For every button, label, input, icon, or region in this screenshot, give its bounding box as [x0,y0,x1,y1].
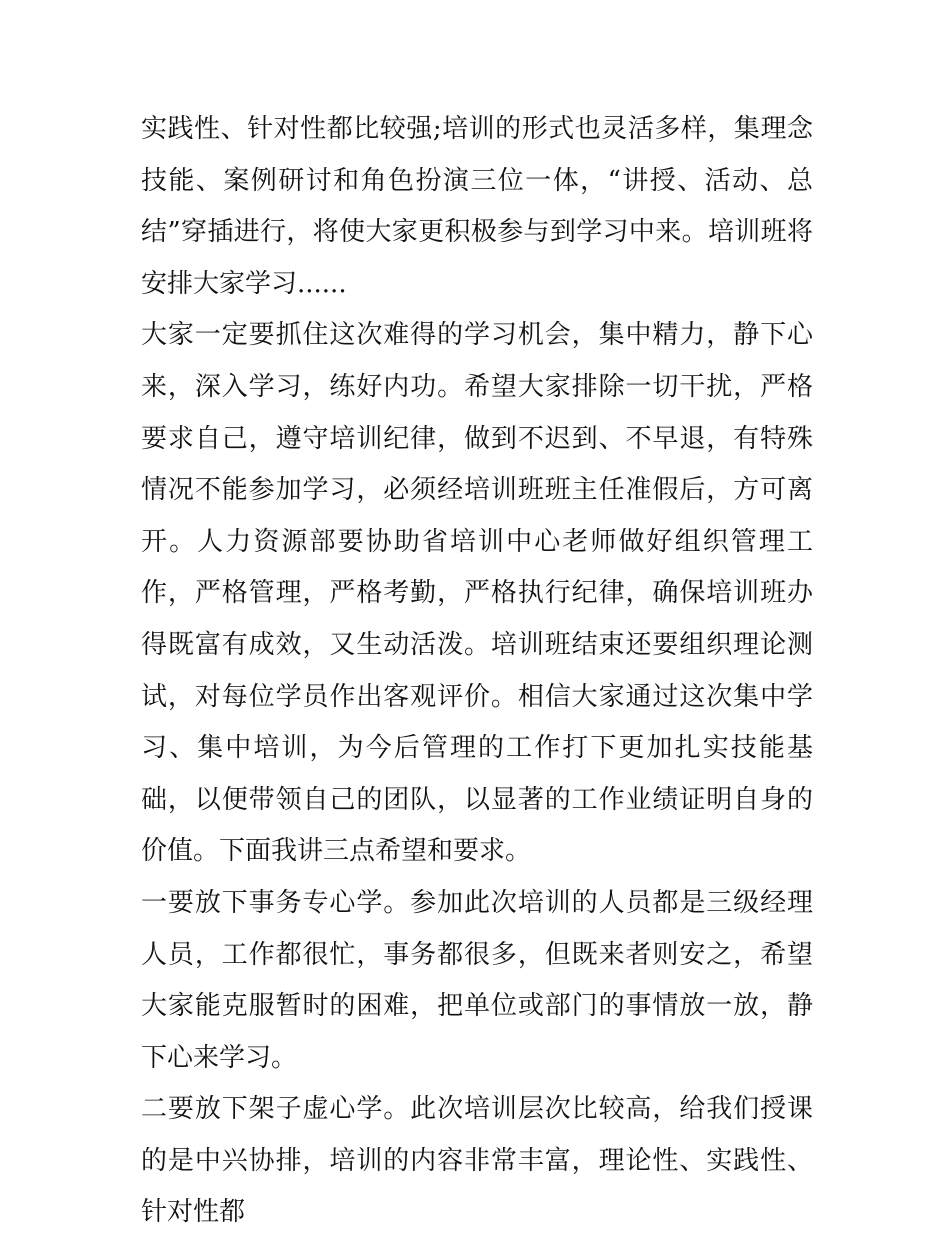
paragraph-3: 一要放下事务专心学。参加此次培训的人员都是三级经理人员，工作都很忙，事务都很多，但既来者则安之，希望大家能克服暂时的困难，把单位或部门的事情放一放，静下心来学习。 [141,887,813,1073]
paragraph-2: 大家一定要抓住这次难得的学习机会，集中精力，静下心来，深入学习，练好内功。希望大家排除一切干扰，严格要求自己，遵守培训纪律，做到不迟到、不早退，有特殊情况不能参加学习，必须经培训班班主任准假后，方可离开。人力资源部要协助省培训中心老师做好组织管理工作，严格管理，严格考勤，严格执行纪律，确保培训班办得既富有成效，又生动活泼。培训班结束还要组织理论测试，对每位学员作出客观评价。相信大家通过这次集中学习、集中培训，为今后管理的工作打下更加扎实技能基础，以便带领自己的团队，以显著的工作业绩证明自身的价值。下面我讲三点希望和要求。 [141,320,813,867]
document-body [141,104,813,1239]
paragraph-4: 二要放下架子虚心学。此次培训层次比较高，给我们授课的是中兴协排，培训的内容非常丰富，理论性、实践性、针对性都 [141,1094,813,1228]
paragraph-1: 实践性、针对性都比较强;培训的形式也灵活多样，集理念技能、案例研讨和角色扮演三位一体，“讲授、活动、总结”穿插进行，将使大家更积极参与到学习中来。培训班将安排大家学习...... [141,114,813,299]
